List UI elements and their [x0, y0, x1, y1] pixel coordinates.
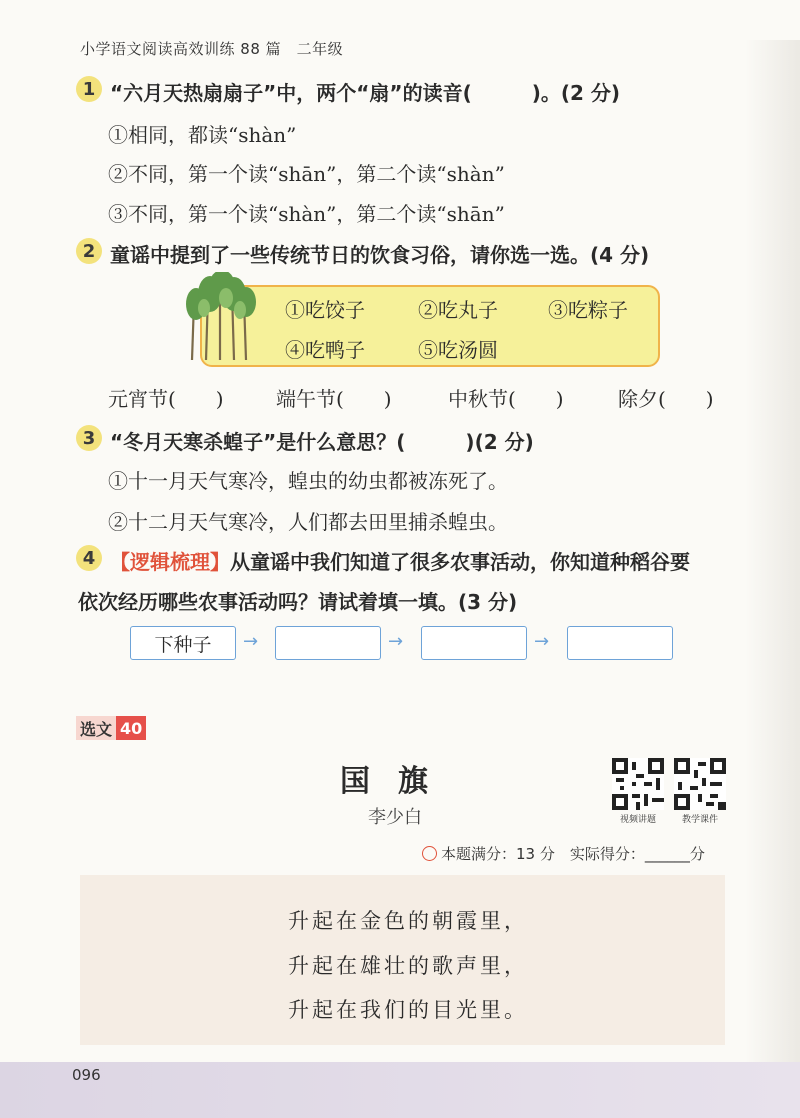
- running-header: 小学语文阅读高效训练 88 篇 二年级: [80, 40, 344, 58]
- question-3-option-1: ①十一月天气寒冷，蝗虫的幼虫都被冻死了。: [108, 469, 508, 493]
- question-4-line-1: [110, 546, 690, 575]
- question-1-option-2: ②不同，第一个读“shān”，第二个读“shàn”: [108, 162, 505, 186]
- qr-code: [674, 758, 726, 810]
- question-2-text: 童谣中提到了一些传统节日的饮食习俗，请你选一选。(4 分): [110, 243, 650, 267]
- choice-3: ③吃粽子: [548, 298, 628, 322]
- logic-tag: 【逻辑梳理】: [110, 550, 230, 574]
- qr-label-courseware: 教学课件: [682, 815, 719, 825]
- festival-dragon-boat: 端午节( ): [276, 387, 392, 411]
- question-4-text-1: 从童谣中我们知道了很多农事活动，你知道种稻谷要: [230, 550, 690, 574]
- poem-line-2: 升起在雄壮的歌声里，: [288, 954, 528, 978]
- page-number: 096: [72, 1066, 101, 1084]
- flow-box-1: 下种子: [130, 626, 236, 660]
- question-3-option-2: ②十二月天气寒冷，人们都去田里捕杀蝗虫。: [108, 510, 508, 534]
- question-4-line-2: 依次经历哪些农事活动吗？请试着填一填。(3 分): [78, 590, 518, 614]
- choice-4: ④吃鸭子: [285, 338, 365, 362]
- choice-5: ⑤吃汤圆: [418, 338, 498, 362]
- festival-mid-autumn: 中秋节( ): [448, 387, 564, 411]
- question-1-option-1: ①相同，都读“shàn”: [108, 123, 297, 147]
- poem-title: 国旗: [340, 764, 456, 799]
- flow-box-3[interactable]: [421, 626, 527, 660]
- festival-lantern: 元宵节( ): [108, 387, 224, 411]
- clock-icon: [422, 846, 437, 861]
- footer-band: [0, 1062, 800, 1118]
- selection-label: 选文: [76, 716, 116, 740]
- score-text: 本题满分：13 分 实际得分：______分: [441, 845, 705, 863]
- question-2-badge: 2: [76, 238, 102, 264]
- question-1-text: “六月天热扇扇子”中，两个“扇”的读音( )。(2 分): [110, 81, 621, 105]
- qr-code: [612, 758, 664, 810]
- poem-line-3: 升起在我们的目光里。: [288, 998, 528, 1022]
- page-edge-shadow: [745, 40, 800, 1062]
- qr-label-video: 视频讲题: [620, 815, 657, 825]
- selection-number: 40: [116, 716, 146, 740]
- poem-line-1: 升起在金色的朝霞里，: [288, 909, 528, 933]
- score-line: [422, 843, 705, 864]
- selection-tag: [76, 716, 146, 740]
- question-3-text: “冬月天寒杀蝗子”是什么意思？( )(2 分): [110, 430, 534, 454]
- festival-new-years-eve: 除夕( ): [618, 387, 714, 411]
- choice-1: ①吃饺子: [285, 298, 365, 322]
- tree-illustration: [180, 272, 260, 364]
- question-1-option-3: ③不同，第一个读“shàn”，第二个读“shān”: [108, 202, 505, 226]
- arrow-right-icon: →: [243, 631, 259, 652]
- question-1-badge: 1: [76, 76, 102, 102]
- poem-author: 李少白: [368, 807, 422, 828]
- arrow-right-icon: →: [388, 631, 404, 652]
- flow-box-2[interactable]: [275, 626, 381, 660]
- arrow-right-icon: →: [534, 631, 550, 652]
- choice-2: ②吃丸子: [418, 298, 498, 322]
- question-3-badge: 3: [76, 425, 102, 451]
- question-4-badge: 4: [76, 545, 102, 571]
- flow-box-4[interactable]: [567, 626, 673, 660]
